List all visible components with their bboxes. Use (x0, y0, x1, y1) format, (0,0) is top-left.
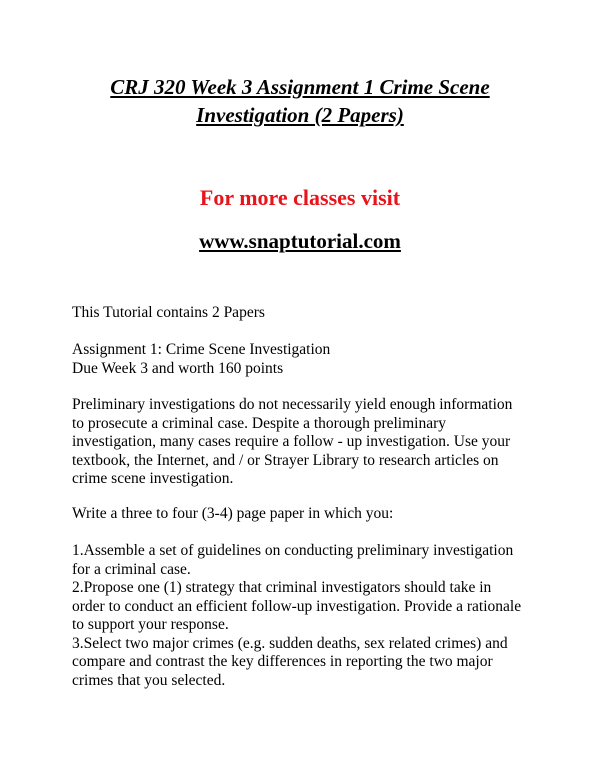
description-line: textbook, the Internet, and / or Strayer Library to research articles on (72, 451, 499, 469)
instruction-text: Write a three to four (3-4) page paper in which you: (72, 505, 394, 522)
description-paragraph (72, 396, 542, 489)
task-list (72, 542, 542, 690)
description-line: crime scene investigation. (72, 470, 234, 487)
assignment-header (72, 341, 542, 378)
task-line: for a criminal case. (72, 560, 191, 578)
task-line: 1.Assemble a set of guidelines on conducting preliminary investigation (72, 542, 514, 559)
description-line: investigation, many cases require a follow - up investigation. Use your (72, 433, 511, 450)
task-line: compare and contrast the key differences in reporting the two major (72, 653, 493, 670)
website-link[interactable]: www.snaptutorial.com (199, 229, 401, 253)
description-line: to prosecute a criminal case. Despite a thorough preliminary (72, 414, 447, 432)
task-line: order to conduct an efficient follow-up investigation. Provide a rationale (72, 597, 522, 615)
title-line-2: Investigation (2 Papers) (196, 103, 404, 127)
task-line: to support your response. (72, 616, 229, 633)
promo-text: For more classes visit (199, 185, 401, 210)
title-line-1: CRJ 320 Week 3 Assignment 1 Crime Scene (110, 75, 490, 99)
assignment-name: Assignment 1: Crime Scene Investigation (72, 341, 331, 358)
document-title (40, 73, 560, 129)
due-text: Due Week 3 and worth 160 points (72, 359, 284, 377)
task-line: 2.Propose one (1) strategy that criminal investigators should take in (72, 579, 492, 596)
task-line: 3.Select two major crimes (e.g. sudden deaths, sex related crimes) and (72, 634, 508, 652)
description-line: Preliminary investigations do not necessarily yield enough information (72, 396, 513, 413)
intro-text: This Tutorial contains 2 Papers (72, 304, 265, 321)
task-line: crimes that you selected. (72, 671, 226, 689)
